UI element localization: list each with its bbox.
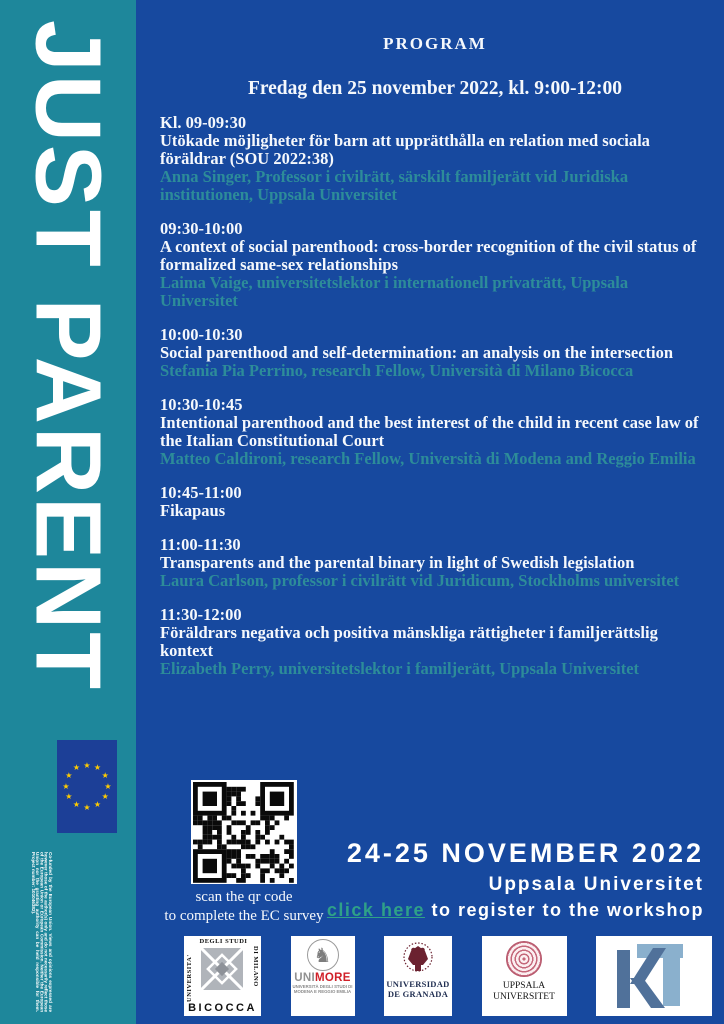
session-item (160, 396, 710, 468)
session-time: 11:30-12:00 (160, 605, 242, 624)
qr-caption-line2: to complete the EC survey (164, 908, 324, 924)
eu-star-icon: ★ (101, 792, 109, 801)
session-title: Intentional parenthood and the best interest of the child in recent case law of the Italian Constitutional Court (160, 413, 699, 450)
event-dates: 24-25 NOVEMBER 2022 (346, 838, 704, 868)
session-item (160, 536, 710, 590)
logo-granada (384, 936, 452, 1016)
session-item (160, 326, 710, 380)
session-title: Föräldrars negativa och positiva mänskliga rättigheter i familjerättslig kontext (160, 623, 658, 660)
program-date: Fredag den 25 november 2022, kl. 9:00-12:00 (247, 78, 623, 99)
eu-star-icon: ★ (83, 802, 91, 812)
granada-name-line1: UNIVERSIDAD (386, 979, 450, 989)
unimore-name-more: MORE (315, 972, 351, 984)
partner-logos-row (184, 936, 712, 1016)
funding-note: Co-funded by the European Union. Views and opinions expressed are however those of the author(s) only and do not necessarily reflect those of the European Union or European Commission. Neither the European Union nor the granting authority can be held responsible for them. Project number: 101046382). (30, 852, 53, 1012)
granada-crest-icon (403, 942, 433, 976)
unimore-subtitle-line2: MODENA E REGGIO EMILIA (293, 989, 352, 994)
event-venue: Uppsala Universitet (488, 874, 704, 895)
session-time: 11:00-11:30 (160, 535, 241, 554)
session-time: 10:45-11:00 (160, 483, 242, 502)
register-line (327, 900, 704, 921)
eu-star-icon: ★ (93, 763, 102, 773)
session-speaker: Matteo Caldironi, research Fellow, Università di Modena and Reggio Emilia (160, 449, 696, 468)
eu-star-icon: ★ (72, 799, 81, 809)
session-item (160, 606, 710, 678)
eu-star-icon: ★ (65, 771, 73, 780)
sidebar (0, 0, 136, 1024)
session-item (160, 220, 710, 310)
register-link[interactable]: click here (326, 900, 425, 920)
session-title: Social parenthood and self-determination: an analysis on the intersection (160, 343, 674, 362)
bicocca-right-text: DI MILANO (252, 946, 259, 987)
bicocca-left-text: UNIVERSITA' (186, 954, 193, 1002)
unimore-name-uni: UNI (294, 972, 315, 984)
eu-star-icon: ★ (83, 760, 91, 770)
eu-star-icon: ★ (93, 799, 102, 809)
bicocca-emblem-icon (200, 947, 244, 991)
program-title: PROGRAM (383, 34, 487, 53)
eu-flag (57, 740, 117, 833)
unimore-subtitle-line1: UNIVERSITÀ DEGLI STUDI DI (292, 984, 353, 989)
qr-caption-line1: scan the qr code (195, 889, 293, 905)
session-time: 10:00-10:30 (160, 325, 243, 344)
uppsala-name-line1: UPPSALA (502, 981, 546, 991)
kt-monogram-icon (607, 940, 701, 1012)
session-speaker: Stefania Pia Perrino, research Fellow, Università di Milano Bicocca (160, 361, 634, 380)
session-speaker: Laima Vaige, universitetslektor i internationell privaträtt, Uppsala Universitet (160, 273, 629, 310)
unimore-seal-icon: ♞ (307, 939, 339, 971)
session-title: Transparents and the parental binary in light of Swedish legislation (160, 553, 635, 572)
eu-star-icon: ★ (72, 763, 81, 773)
logo-unimore (291, 936, 355, 1016)
session-title: Utökade möjligheter för barn att upprätthålla en relation med sociala föräldrar (SOU 2022:38) (160, 131, 650, 168)
granada-name-line2: DE GRANADA (387, 989, 449, 999)
event-block (327, 838, 704, 921)
poster-vertical-title: JUST PARENT (16, 20, 121, 693)
bicocca-top-text: DEGLI STUDI (199, 938, 248, 945)
session-item (160, 114, 710, 204)
logo-uppsala (482, 936, 567, 1016)
session-time: 09:30-10:00 (160, 219, 243, 238)
session-title: A context of social parenthood: cross-border recognition of the civil status of formalized same-sex relationships (160, 237, 697, 274)
register-text: to register to the workshop (424, 900, 704, 920)
session-speaker: Laura Carlson, professor i civilrätt vid Juridicum, Stockholms universitet (160, 571, 680, 590)
logo-kt-monogram (596, 936, 712, 1016)
session-speaker: Anna Singer, Professor i civilrätt, särskilt familjerätt vid Juridiska institutionen, Uppsala Universitet (160, 167, 629, 204)
uppsala-name-line2: UNIVERSITET (493, 992, 555, 1002)
program-panel (136, 0, 724, 1024)
session-time: 10:30-10:45 (160, 395, 243, 414)
session-time: Kl. 09-09:30 (160, 113, 247, 132)
eu-star-icon: ★ (104, 781, 112, 791)
qr-block (144, 780, 344, 926)
session-speaker: Elizabeth Perry, universitetslektor i familjerätt, Uppsala Universitet (160, 659, 640, 678)
eu-star-icon: ★ (65, 792, 73, 801)
eu-star-icon: ★ (101, 771, 109, 780)
qr-code (191, 780, 297, 884)
eu-star-icon: ★ (62, 781, 70, 791)
session-item (160, 484, 710, 520)
session-title: Fikapaus (160, 501, 226, 520)
unimore-name (291, 972, 355, 984)
logo-milano-bicocca (184, 936, 261, 1016)
uppsala-seal-icon (506, 941, 542, 977)
bicocca-name: BICOCCA (188, 1002, 257, 1014)
